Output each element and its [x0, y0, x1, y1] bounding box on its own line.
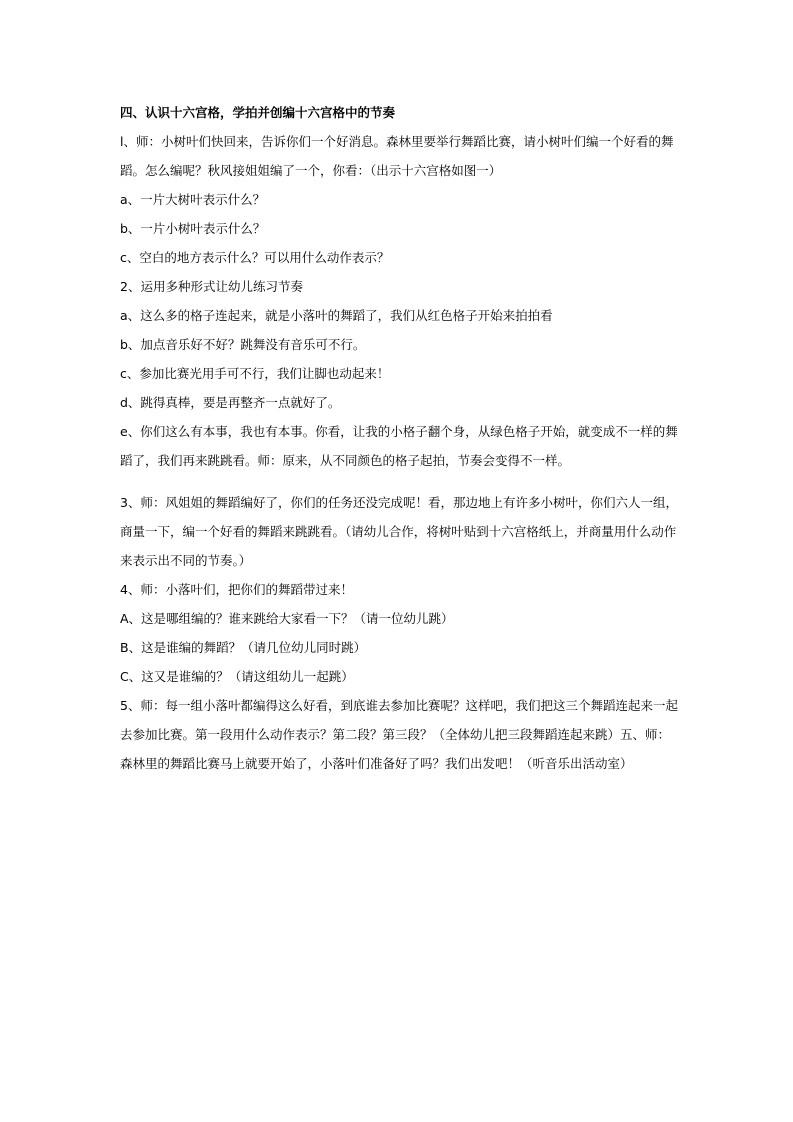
step-4-A: A、这是哪组编的？谁来跳给大家看一下？（请一位幼儿跳）	[120, 611, 454, 626]
step-2-c: c、参加比赛光用手可不行，我们让脚也动起来！	[120, 366, 390, 381]
document-body	[120, 98, 680, 778]
step-2-title: 2、运用多种形式让幼儿练习节奏	[120, 279, 303, 294]
question-c: c、空白的地方表示什么？可以用什么动作表示？	[120, 250, 390, 265]
step-4-B: B、这是谁编的舞蹈？（请几位幼儿同时跳）	[120, 640, 367, 655]
step-2-d: d、跳得真棒，要是再整齐一点就好了。	[120, 395, 341, 410]
question-b: b、一片小树叶表示什么？	[120, 221, 266, 236]
step-5: 5、师：每一组小落叶都编得这么好看，到底谁去参加比赛呢？这样吧，我们把这三个舞蹈连起来一起去参加比赛。第一段用什么动作表示？第二段？第三段？（全体幼儿把三段舞蹈连起来跳）五、师：森林里的舞蹈比赛马上就要开始了，小落叶们准备好了吗？我们出发吧！（听音乐出活动室）	[120, 698, 678, 771]
step-2-e: e、你们这么有本事，我也有本事。你看，让我的小格子翻个身，从绿色格子开始，就变成不一样的舞蹈了，我们再来跳跳看。师：原来，从不同颜色的格子起拍，节奏会变得不一样。	[120, 424, 678, 468]
step-3: 3、师：风姐姐的舞蹈编好了，你们的任务还没完成呢！看，那边地上有许多小树叶，你们六人一组，商量一下，编一个好看的舞蹈来跳跳看。（请幼儿合作，将树叶贴到十六宫格纸上，并商量用什么动作来表示出不同的节奏。）	[120, 495, 678, 568]
step-4-C: C、这又是谁编的？（请这组幼儿一起跳）	[120, 669, 354, 684]
section-heading: 四、认识十六宫格，学拍并创编十六宫格中的节奏	[120, 105, 396, 120]
paragraph-intro: l、师：小树叶们快回来，告诉你们一个好消息。森林里要举行舞蹈比赛，请小树叶们编一个好看的舞蹈。怎么编呢？秋风接姐姐编了一个，你看：（出示十六宫格如图一）	[120, 134, 674, 178]
question-a: a、一片大树叶表示什么？	[120, 192, 266, 207]
paragraph-gap	[120, 475, 680, 488]
step-2-a: a、这么多的格子连起来，就是小落叶的舞蹈了，我们从红色格子开始来拍拍看	[120, 308, 553, 323]
step-4-title: 4、师：小落叶们，把你们的舞蹈带过来！	[120, 582, 353, 597]
step-2-b: b、加点音乐好不好？跳舞没有音乐可不行。	[120, 337, 366, 352]
